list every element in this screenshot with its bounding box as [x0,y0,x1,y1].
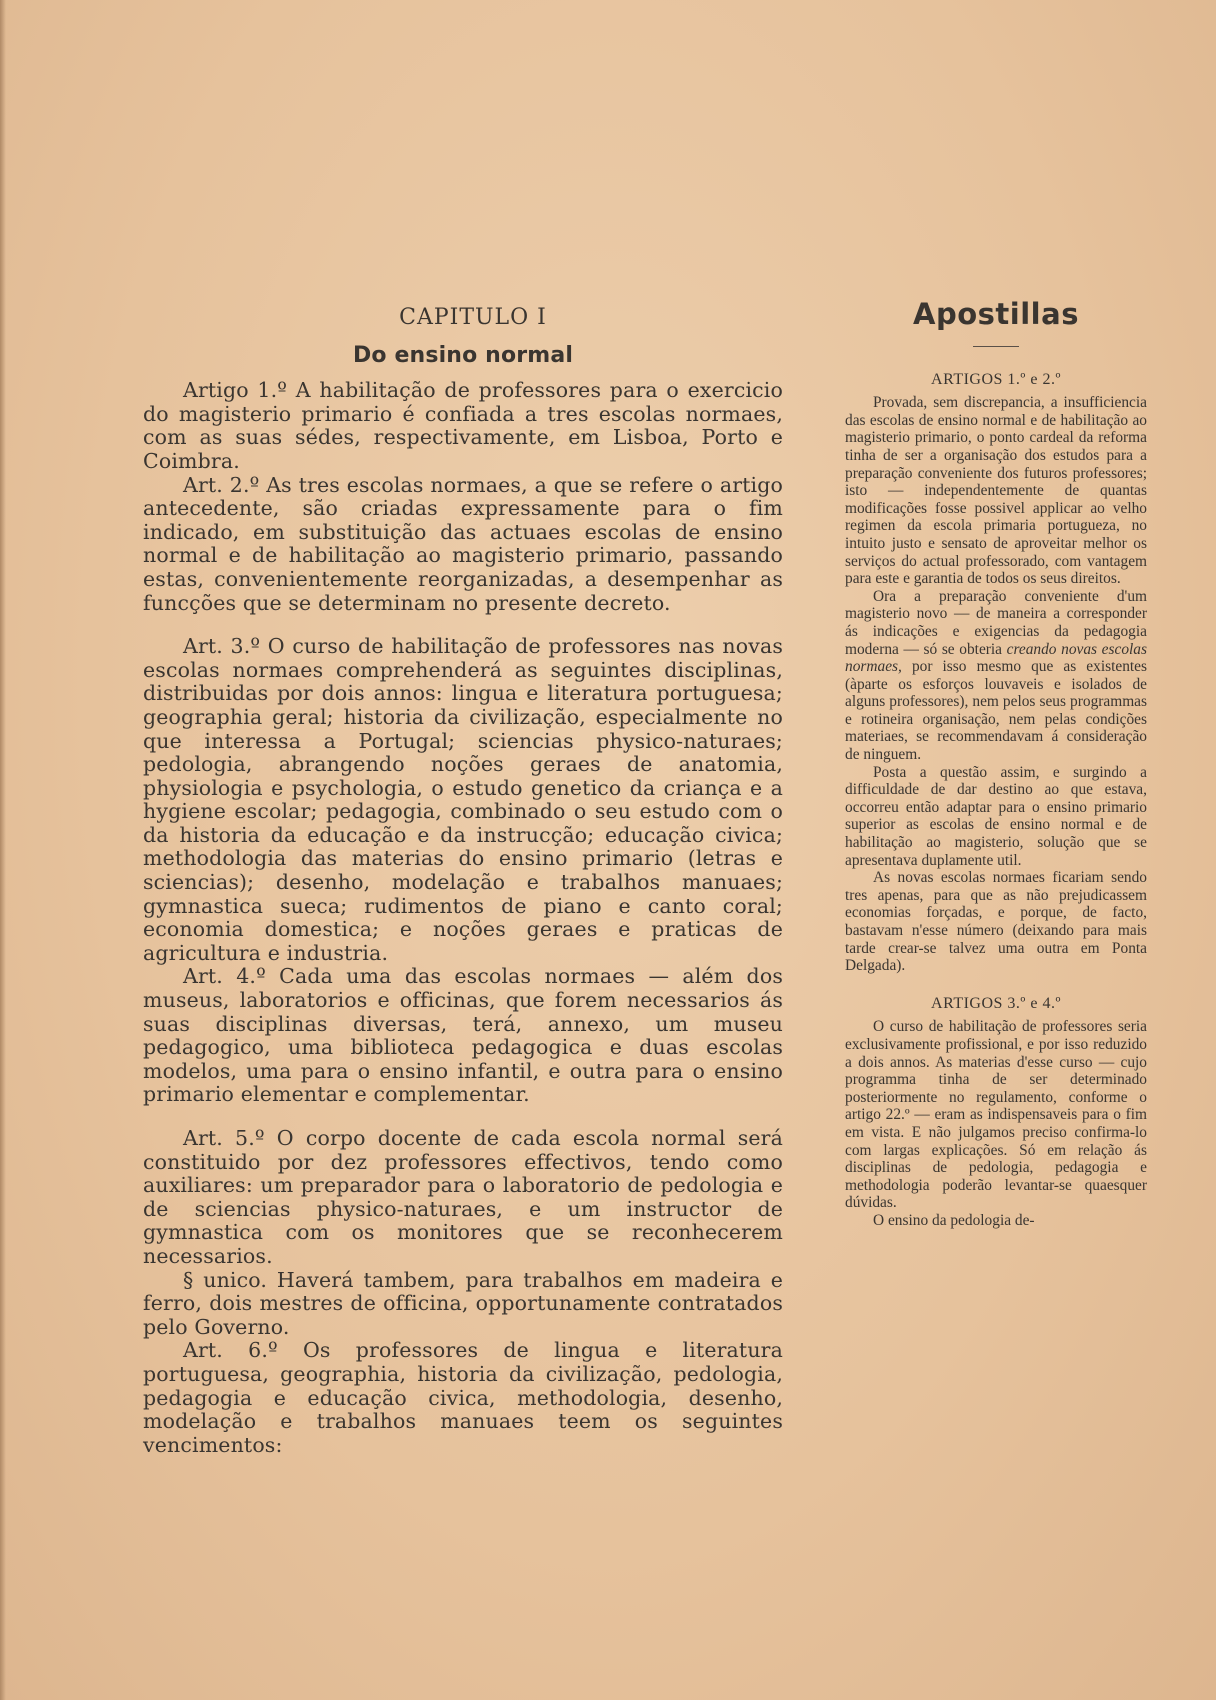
note-1-paragraph-2-end: por isso mesmo que as existentes (àparte os esforços louvaveis e isolados de alguns professores), nem pelos seus programmas e rotineira organisação, nem pelas condições materiaes, se recommendavam á consideração de ninguem. [845,658,1147,764]
note-1-paragraph-2-emphasis: creando novas escolas normaes, [845,640,1147,676]
chapter-heading: CAPITULO I [399,305,547,330]
article-1: Artigo 1.º A habilitação de professores para o exercicio do magisterio primario é confiada a tres escolas normaes, com as suas sédes, respectivamente, em Lisboa, Porto e Coimbra. [143,378,783,473]
note-1-paragraph-1: Provada, sem discrepancia, a insufficiencia das escolas de ensino normal e de habilitação ao magisterio primario, o ponto cardeal da reforma tinha de ser a organisação dos estudos para a preparação conveniente dos futuros professores; isto — independentemente de quantas modificações fosse possivel applicar ao velho regimen da escola primaria portugueza, no intuito justo e sensato de aproveitar melhor os serviços do actual professorado, com vantagem para este e garantia de todos os seus direitos. [845,394,1147,588]
section-title: Do ensino normal [352,342,574,368]
apostillas-column [845,297,1147,1230]
section-2-title: ARTIGOS 3.º e 4.º [931,994,1061,1012]
article-2: Art. 2.º As tres escolas normaes, a que se refere o artigo antecedente, são criadas expressamente para o fim indicado, em substituição das actuaes escolas de ensino normal e de habilitação ao magisterio primario, passando estas, convenientemente reorganizadas, a desempenhar as funcções que se determinam no presente decreto. [143,472,783,615]
article-5: Art. 5.º O corpo docente de cada escola normal será constituido por dez professores effectivos, tendo como auxiliares: um preparador para o laboratorio de pedologia e de sciencias physico-naturaes, e um instructor de gymnastica com os monitores que se reconhecerem necessarios. [143,1126,783,1268]
article-6: Art. 6.º Os professores de lingua e literatura portuguesa, geographia, historia da civilização, pedologia, pedagogia e educação civica, methodologia, desenho, modelação e trabalhos manuaes teem os seguintes vencimentos: [143,1338,783,1457]
note-1-paragraph-4: As novas escolas normaes ficariam sendo tres apenas, para que as não prejudicassem economias forçadas, e porque, de facto, bastavam n'esse número (deixando para mais tarde crear-se talvez uma outra em Ponta Delgada). [845,869,1147,975]
decree-column [143,306,783,1457]
article-3: Art. 3.º O curso de habilitação de professores nas novas escolas normaes comprehenderá as seguintes disciplinas, distribuidas por dois annos: lingua e literatura portuguesa; geographia geral; historia da civilização, especialmente no que interessa a Portugal; sciencias physico-naturaes; pedologia, abrangendo noções geraes de anatomia, physiologia e psychologia, o estudo genetico da criança e a hygiene escolar; pedagogia, combinado o seu estudo com o da historia da educação e da instrucção; educação civica; methodologia das materias do ensino primario (letras e sciencias); desenho, modelação e trabalhos manuaes; gymnastica sueca; rudimentos de piano e canto coral; economia domestica; e noções geraes e praticas de agricultura e industria. [143,634,783,965]
note-1-paragraph-3: Posta a questão assim, e surgindo a difficuldade de dar destino ao que estava, occorreu então adaptar para o ensino primario superior as escolas de ensino normal e de habilitação ao magisterio, solução que se apresentava duplamente util. [845,763,1147,869]
apostillas-heading: Apostillas [913,297,1079,331]
heading-rule [973,346,1019,347]
note-2-paragraph-2: O ensino da pedologia de- [873,1211,1035,1229]
paragraph-unico: § unico. Haverá tambem, para trabalhos em madeira e ferro, dois mestres de officina, opportunamente contratados pelo Governo. [143,1267,783,1339]
page-edge [0,0,6,1700]
note-2-paragraph-1: O curso de habilitação de professores seria exclusivamente profissional, e por isso reduzido a dois annos. As materias d'esse curso — cujo programma tinha de ser determinado posteriormente no regulamento, conforme o artigo 22.º — eram as indispensaveis para o fim em vista. E não julgamos preciso confirma-lo com largas explicações. Só em relação ás disciplinas de pedologia, pedagogia e methodologia poderão levantar-se quaesquer dúvidas. [845,1018,1147,1212]
note-1-paragraph-2-start: Ora a preparação conveniente d'um magisterio novo — de maneira a corresponder ás indicações e exigencias da pedagogia moderna — só se obteria [845,587,1147,658]
note-1-paragraph-2 [845,588,1147,764]
article-4: Art. 4.º Cada uma das escolas normaes — além dos museus, laboratorios e officinas, que forem necessarios ás suas disciplinas diversas, terá, annexo, um museu pedagogico, uma biblioteca pedagogica e duas escolas modelos, uma para o ensino infantil, e outra para o ensino primario elementar e complementar. [143,964,783,1107]
section-1-title: ARTIGOS 1.º e 2.º [931,370,1061,388]
